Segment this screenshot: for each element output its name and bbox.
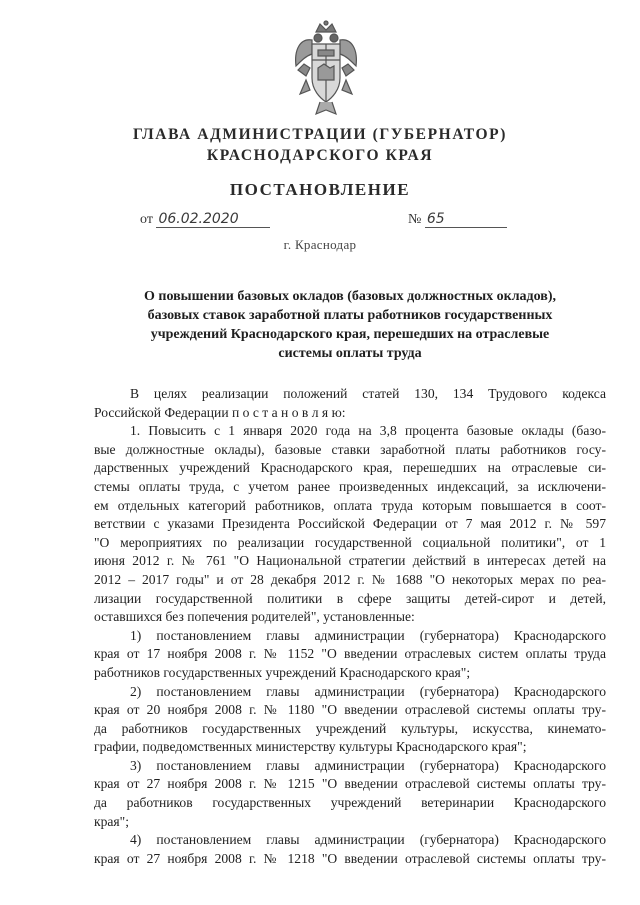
body-line: края от 27 ноября 2008 г. № 1218 "О введении отраслевой системы оплаты тру- bbox=[94, 850, 606, 866]
body-line: В целях реализации положений статей 130, 134 Трудового кодекса bbox=[130, 386, 606, 401]
body-line: края от 17 ноября 2008 г. № 1152 "О введении отраслевых систем оплаты труда bbox=[94, 646, 606, 662]
body-line: 1. Повысить с 1 января 2020 года на 3,8 процента базовые оклады (базо- bbox=[130, 423, 606, 439]
body-line: 4) постановлением главы администрации (губернатора) Краснодарского bbox=[130, 832, 606, 848]
body-line: 1) постановлением главы администрации (губернатора) Краснодарского bbox=[130, 627, 606, 643]
body-line: края"; bbox=[94, 813, 130, 829]
body-line: 2) постановлением главы администрации (губернатора) Краснодарского bbox=[130, 683, 606, 699]
authority-title: ГЛАВА АДМИНИСТРАЦИИ (ГУБЕРНАТОР) bbox=[133, 126, 507, 143]
heading-line: базовых ставок заработной платы работников государственных bbox=[147, 308, 553, 323]
heading-line: системы оплаты труда bbox=[278, 346, 422, 361]
body-line: 3) постановлением главы администрации (губернатора) Краснодарского bbox=[130, 757, 606, 773]
body-line: да работников государственных учреждений ветеринарии Краснодарского bbox=[94, 795, 606, 811]
number-label: № bbox=[408, 212, 422, 227]
body-line: стемы оплаты труда, с учетом ранее произведенных индексаций, за исключени- bbox=[94, 478, 606, 494]
body-line: графии, подведомственных министерству культуры Краснодарского края"; bbox=[94, 739, 527, 755]
body-line: ем отдельных категорий работников, оплата труда которым повышается в соот- bbox=[94, 497, 606, 513]
number-row bbox=[408, 212, 507, 228]
coat-of-arms-icon bbox=[290, 20, 362, 120]
body-line: лизации государственной политики в сфере защиты детей-сирот и детей, bbox=[94, 590, 606, 606]
document-body bbox=[94, 385, 606, 868]
body-line: да работников государственных учреждений культуры, искусства, кинемато- bbox=[94, 720, 606, 736]
body-line: "О мероприятиях по реализации государственной социальной политики", от 1 bbox=[94, 534, 606, 550]
document-date: 06.02.2020 bbox=[156, 212, 270, 228]
body-line: края от 27 ноября 2008 г. № 1215 "О введении отраслевой системы оплаты тру- bbox=[94, 776, 606, 792]
body-line: июня 2012 г. № 761 "О Национальной стратегии действий в интересах детей на bbox=[94, 553, 606, 569]
body-line: Российской Федерации п о с т а н о в л я ю: bbox=[94, 404, 346, 420]
body-line: оставшихся без попечения родителей", установленные: bbox=[94, 609, 415, 625]
heading-line: О повышении базовых окладов (базовых должностных окладов), bbox=[143, 289, 556, 304]
body-line: вые должностные оклады), базовые ставки заработной платы работников госу- bbox=[94, 441, 606, 457]
body-line: ветствии с указами Президента Российской Федерации от 7 мая 2012 г. № 597 bbox=[94, 516, 606, 532]
body-line: края от 20 ноября 2008 г. № 1180 "О введении отраслевой системы оплаты тру- bbox=[94, 702, 606, 718]
heading-line: учреждений Краснодарского края, перешедших на отраслевые bbox=[150, 327, 550, 342]
document-number: 65 bbox=[425, 212, 507, 228]
body-line: работников государственных учреждений Краснодарского края"; bbox=[94, 664, 471, 680]
authority-region: КРАСНОДАРСКОГО КРАЯ bbox=[206, 147, 434, 164]
document-type: ПОСТАНОВЛЕНИЕ bbox=[229, 180, 411, 199]
body-line: 2012 – 2017 годы" и от 28 декабря 2012 г. № 1688 "О некоторых мерах по реа- bbox=[94, 571, 606, 587]
document-heading bbox=[120, 287, 580, 363]
date-label: от bbox=[140, 212, 153, 227]
date-row bbox=[140, 212, 270, 228]
body-line: дарственных учреждений Краснодарского края, перешедших на отраслевые си- bbox=[94, 460, 606, 476]
city-name: г. Краснодар bbox=[283, 237, 357, 252]
